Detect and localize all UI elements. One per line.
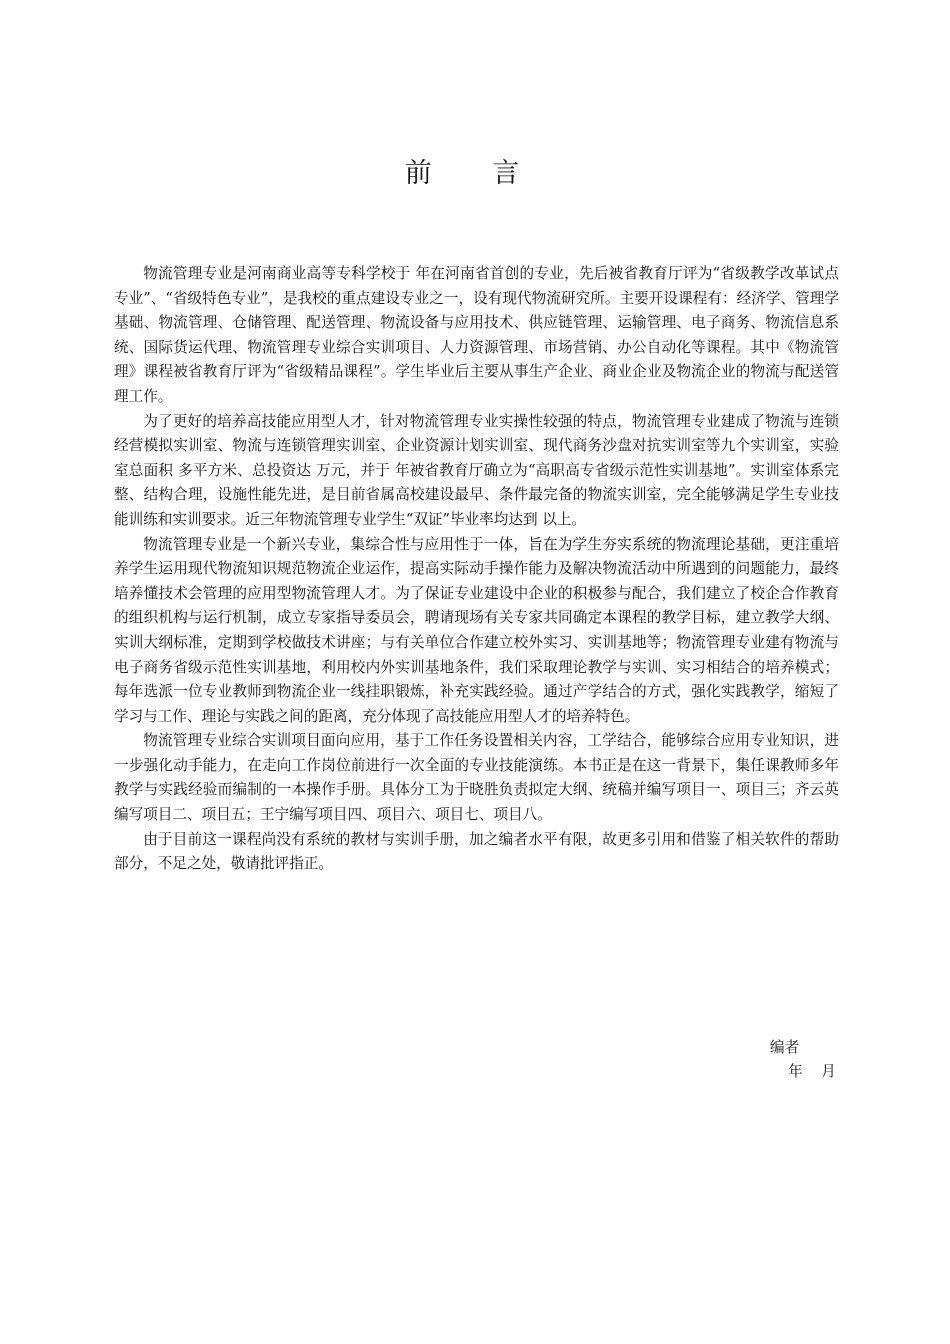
paragraph-5: 由于目前这一课程尚没有系统的教材与实训手册，加之编者水平有限，故更多引用和借鉴了相关软件的帮助部分，不足之处，敬请批评指正。: [114, 830, 839, 873]
preface-body: [114, 262, 839, 877]
signature-date: 年 月: [788, 1063, 836, 1080]
page-title: [0, 158, 950, 190]
signature-block: [770, 1036, 836, 1084]
signature-author: 编者: [770, 1039, 800, 1056]
paragraph-4: 物流管理专业综合实训项目面向应用，基于工作任务设置相关内容，工学结合，能够综合应用专业知识，进一步强化动手能力，在走向工作岗位前进行一次全面的专业技能演练。本书正是在这一背景下，集任课教师多年教学与实践经验而编制的一本操作手册。具体分工为于晓胜负责拟定大纲、统稿并编写项目一、项目三；齐云英编写项目二、项目五；王宁编写项目四、项目六、项目七、项目八。: [114, 732, 839, 824]
paragraph-2: 为了更好的培养高技能应用型人才，针对物流管理专业实操性较强的特点，物流管理专业建成了物流与连锁经营模拟实训室、物流与连锁管理实训室、企业资源计划实训室、现代商务沙盘对抗实训室等九个实训室，实验室总面积 多平方米、总投资达 万元，并于 年被省教育厅确立为“高职高专省级示范性实训基地”。实训室体系完整、结构合理，设施性能先进，是目前省属高校建设最早、条件最完备的物流实训室，完全能够满足学生专业技能训练和实训要求。近三年物流管理专业学生“双证”毕业率均达到 以上。: [114, 412, 839, 528]
title-text: 前 言: [404, 158, 546, 189]
paragraph-3: 物流管理专业是一个新兴专业，集综合性与应用性于一体，旨在为学生夯实系统的物流理论基础，更注重培养学生运用现代物流知识规范物流企业运作，提高实际动手操作能力及解决物流活动中所遇到的问题能力，最终培养懂技术会管理的应用型物流管理人才。为了保证专业建设中企业的积极参与配合，我们建立了校企合作教育的组织机构与运行机制，成立专家指导委员会，聘请现场有关专家共同确定本课程的教学目标，建立教学大纲、实训大纲标准，定期到学校做技术讲座；与有关单位合作建立校外实习、实训基地等；物流管理专业建有物流与电子商务省级示范性实训基地，利用校内外实训基地条件，我们采取理论教学与实训、实习相结合的培养模式；每年选派一位专业教师到物流企业一线挂职锻炼，补充实践经验。通过产学结合的方式，强化实践教学，缩短了学习与工作、理论与实践之间的距离，充分体现了高技能应用型人才的培养特色。: [114, 535, 839, 725]
paragraph-1: 物流管理专业是河南商业高等专科学校于 年在河南省首创的专业，先后被省教育厅评为“省级教学改革试点专业”、“省级特色专业”，是我校的重点建设专业之一，设有现代物流研究所。主要开设课程有：经济学、管理学基础、物流管理、仓储管理、配送管理、物流设备与应用技术、供应链管理、运输管理、电子商务、物流信息系统、国际货运代理、物流管理专业综合实训项目、人力资源管理、市场营销、办公自动化等课程。其中《物流管理》课程被省教育厅评为“省级精品课程”。学生毕业后主要从事生产企业、商业企业及物流企业的物流与配送管理工作。: [114, 265, 839, 405]
